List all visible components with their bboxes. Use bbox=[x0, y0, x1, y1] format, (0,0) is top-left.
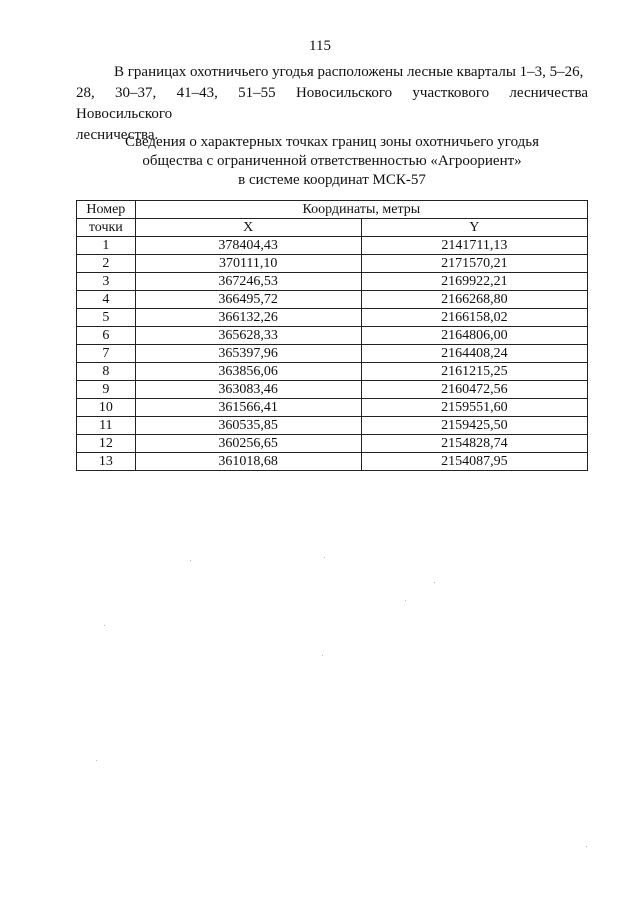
point-number-cell: 11 bbox=[77, 417, 136, 435]
scan-speck bbox=[96, 760, 97, 761]
y-coordinate-cell: 2161215,25 bbox=[361, 363, 587, 381]
table-row bbox=[77, 327, 588, 345]
scan-speck bbox=[190, 560, 191, 561]
y-coordinate-cell: 2159425,50 bbox=[361, 417, 587, 435]
x-coordinate-cell: 378404,43 bbox=[135, 237, 361, 255]
x-coordinate-cell: 363083,46 bbox=[135, 381, 361, 399]
table-subheader-row bbox=[77, 219, 588, 237]
scan-speck bbox=[434, 582, 435, 583]
y-coordinate-cell: 2154828,74 bbox=[361, 435, 587, 453]
x-coordinate-cell: 370111,10 bbox=[135, 255, 361, 273]
y-coordinate-cell: 2159551,60 bbox=[361, 399, 587, 417]
x-coordinate-cell: 361018,68 bbox=[135, 453, 361, 471]
intro-line: В границах охотничьего угодья расположены лесные кварталы 1–3, 5–26, bbox=[114, 64, 584, 80]
y-coordinate-cell: 2154087,95 bbox=[361, 453, 587, 471]
heading-line: в системе координат МСК-57 bbox=[238, 172, 426, 188]
table-row bbox=[77, 453, 588, 471]
coordinates-header: Координаты, метры bbox=[135, 201, 587, 219]
heading-line: общества с ограниченной ответственностью «Агроориент» bbox=[142, 153, 522, 169]
x-coordinate-cell: 363856,06 bbox=[135, 363, 361, 381]
table-row bbox=[77, 291, 588, 309]
point-number-cell: 5 bbox=[77, 309, 136, 327]
x-column-header: X bbox=[135, 219, 361, 237]
scan-speck bbox=[405, 600, 406, 601]
point-number-cell: 9 bbox=[77, 381, 136, 399]
heading-line: Сведения о характерных точках границ зоны охотничьего угодья bbox=[124, 134, 540, 150]
table-row bbox=[77, 363, 588, 381]
y-column-header: Y bbox=[361, 219, 587, 237]
point-number-cell: 10 bbox=[77, 399, 136, 417]
y-coordinate-cell: 2141711,13 bbox=[361, 237, 587, 255]
table-heading bbox=[76, 133, 588, 190]
x-coordinate-cell: 360256,65 bbox=[135, 435, 361, 453]
scan-speck bbox=[322, 655, 323, 656]
table-row bbox=[77, 345, 588, 363]
table-row bbox=[77, 381, 588, 399]
x-coordinate-cell: 360535,85 bbox=[135, 417, 361, 435]
table-row bbox=[77, 435, 588, 453]
y-coordinate-cell: 2169922,21 bbox=[361, 273, 587, 291]
x-coordinate-cell: 361566,41 bbox=[135, 399, 361, 417]
table-header-row bbox=[77, 201, 588, 219]
point-number-cell: 7 bbox=[77, 345, 136, 363]
y-coordinate-cell: 2171570,21 bbox=[361, 255, 587, 273]
x-coordinate-cell: 365628,33 bbox=[135, 327, 361, 345]
point-number-cell: 8 bbox=[77, 363, 136, 381]
intro-line: лесничества. bbox=[76, 127, 159, 143]
coordinates-table bbox=[76, 200, 588, 471]
y-coordinate-cell: 2164408,24 bbox=[361, 345, 587, 363]
point-number-cell: 6 bbox=[77, 327, 136, 345]
x-coordinate-cell: 365397,96 bbox=[135, 345, 361, 363]
point-number-cell: 1 bbox=[77, 237, 136, 255]
table-row bbox=[77, 417, 588, 435]
point-number-cell: 4 bbox=[77, 291, 136, 309]
y-coordinate-cell: 2160472,56 bbox=[361, 381, 587, 399]
scan-speck bbox=[104, 625, 105, 626]
y-coordinate-cell: 2166158,02 bbox=[361, 309, 587, 327]
x-coordinate-cell: 367246,53 bbox=[135, 273, 361, 291]
scan-speck bbox=[586, 846, 587, 847]
point-number-cell: 13 bbox=[77, 453, 136, 471]
intro-line: 28, 30–37, 41–43, 51–55 Новосильского участкового лесничества Новосильского bbox=[76, 85, 588, 122]
page-number: 115 bbox=[309, 38, 331, 54]
point-number-cell: 12 bbox=[77, 435, 136, 453]
x-coordinate-cell: 366495,72 bbox=[135, 291, 361, 309]
y-coordinate-cell: 2166268,80 bbox=[361, 291, 587, 309]
table-row bbox=[77, 273, 588, 291]
point-number-header-line1: Номер bbox=[86, 202, 126, 217]
table-row bbox=[77, 399, 588, 417]
point-number-header-cont: точки bbox=[77, 219, 136, 237]
point-number-header bbox=[77, 201, 136, 219]
table-row bbox=[77, 237, 588, 255]
table-row bbox=[77, 255, 588, 273]
x-coordinate-cell: 366132,26 bbox=[135, 309, 361, 327]
table-row bbox=[77, 309, 588, 327]
point-number-cell: 2 bbox=[77, 255, 136, 273]
scan-speck bbox=[324, 557, 325, 558]
table-body bbox=[77, 237, 588, 471]
y-coordinate-cell: 2164806,00 bbox=[361, 327, 587, 345]
point-number-cell: 3 bbox=[77, 273, 136, 291]
